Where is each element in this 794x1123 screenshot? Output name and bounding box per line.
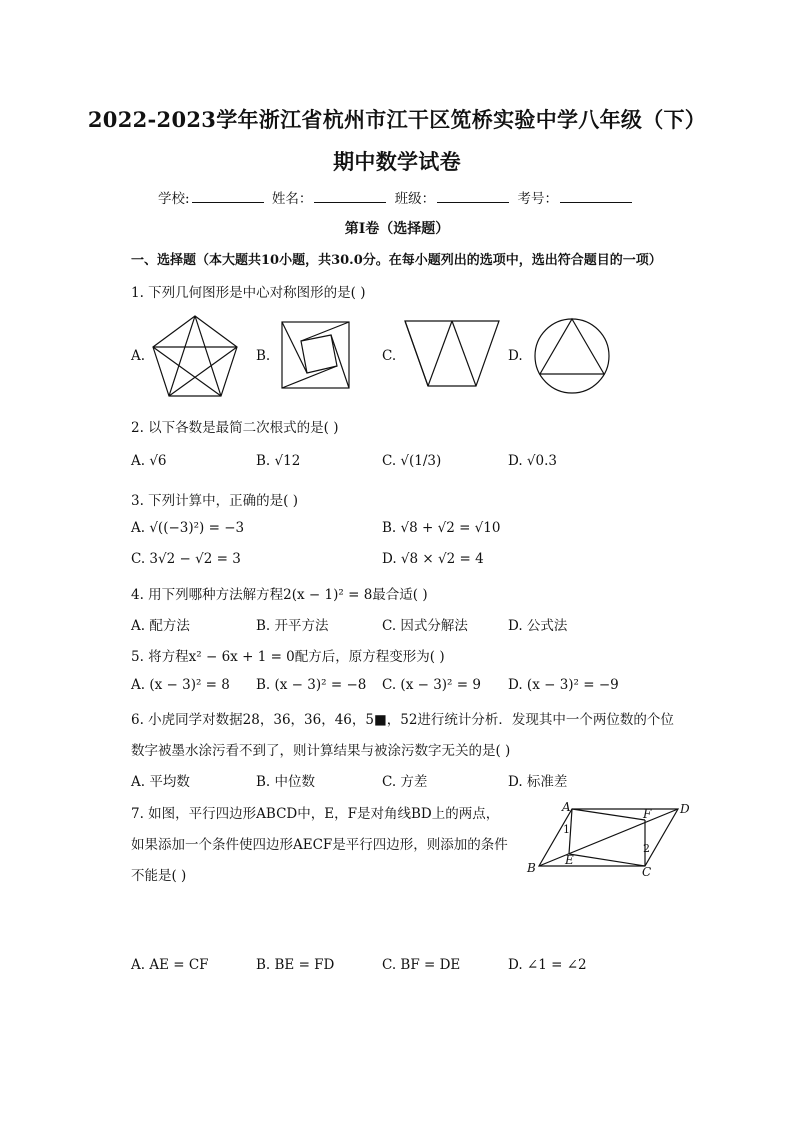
exam-title-line1: 2022-2023学年浙江省杭州市江干区笕桥实验中学八年级（下） [87, 107, 707, 132]
exam-no-blank[interactable] [560, 188, 632, 203]
q1-option-b-label: B. [256, 348, 271, 364]
q6-option-a: A. 平均数 [131, 774, 190, 790]
q2-option-a: A. √6 [131, 453, 167, 469]
q5-option-c: C. (x − 3)² = 9 [382, 677, 481, 693]
q6-option-b: B. 中位数 [256, 774, 316, 790]
question-4-stem: 4. 用下列哪种方法解方程2(x − 1)² = 8最合适( ) [131, 587, 428, 603]
q6-option-d: D. 标准差 [508, 774, 568, 790]
q7-option-d: D. ∠1 = ∠2 [508, 957, 587, 973]
q6-option-c: C. 方差 [382, 774, 428, 790]
point-c-label: C [642, 865, 652, 879]
name-label: 姓名： [271, 191, 313, 207]
student-info-line [0, 187, 794, 207]
point-e-label: E [565, 853, 574, 867]
question-3-stem: 3. 下列计算中，正确的是( ) [131, 493, 298, 509]
q4-option-d: D. 公式法 [508, 618, 568, 634]
q3-option-c: C. 3√2 − √2 = 3 [131, 551, 241, 567]
exam-no-label: 考号： [517, 191, 558, 207]
q1-option-a-label: A. [131, 348, 146, 364]
question-5-stem: 5. 将方程x² − 6x + 1 = 0配方后，原方程变形为( ) [131, 649, 445, 665]
triangle-in-circle-figure [534, 318, 610, 394]
school-blank[interactable] [192, 188, 264, 203]
q4-option-b: B. 开平方法 [256, 618, 329, 634]
name-blank[interactable] [314, 188, 386, 203]
pinwheel-square-figure [281, 321, 351, 389]
exam-title-line2: 期中数学试卷 [333, 149, 461, 174]
pentagram-figure [150, 313, 240, 399]
part-one-heading: 一、选择题（本大题共10小题，共30.0分。在每小题列出的选项中，选出符合题目的一项） [131, 253, 662, 268]
q3-option-b: B. √8 + √2 = √10 [382, 520, 501, 536]
question-7-stem-line1: 7. 如图，平行四边形ABCD中，E，F是对角线BD上的两点， [131, 806, 500, 822]
q4-option-a: A. 配方法 [131, 618, 190, 634]
question-7-stem-line2: 如果添加一个条件使四边形AECF是平行四边形，则添加的条件 [131, 837, 508, 853]
class-blank[interactable] [437, 188, 509, 203]
question-1-stem: 1. 下列几何图形是中心对称图形的是( ) [131, 285, 366, 301]
parallelogram-figure [525, 798, 695, 878]
q5-option-b: B. (x − 3)² = −8 [256, 677, 367, 693]
q5-option-a: A. (x − 3)² = 8 [131, 677, 230, 693]
q2-option-c: C. √(1/3) [382, 453, 442, 469]
class-label: 班级： [394, 191, 436, 207]
q7-option-a: A. AE = CF [131, 957, 209, 973]
question-2-stem: 2. 以下各数是最简二次根式的是( ) [131, 420, 339, 436]
question-7-stem-line3: 不能是( ) [131, 868, 187, 884]
point-f-label: F [643, 807, 652, 821]
question-6-stem-line1: 6. 小虎同学对数据28，36，36，46，5■，52进行统计分析．发现其中一个两位数的个位 [131, 712, 674, 728]
q7-option-c: C. BF = DE [382, 957, 461, 973]
point-d-label: D [680, 802, 690, 816]
q4-option-c: C. 因式分解法 [382, 618, 468, 634]
q3-option-d: D. √8 × √2 = 4 [382, 551, 484, 567]
q7-option-b: B. BE = FD [256, 957, 335, 973]
section-title: 第I卷（选择题） [344, 221, 450, 237]
point-a-label: A [562, 800, 571, 814]
q2-option-d: D. √0.3 [508, 453, 557, 469]
question-6-stem-line2: 数字被墨水涂污看不到了，则计算结果与被涂污数字无关的是( ) [131, 743, 511, 759]
q3-option-a: A. √((−3)²) = −3 [131, 520, 245, 536]
angle-1-label: 1 [563, 823, 570, 836]
school-label: 学校: [158, 191, 190, 207]
q1-option-d-label: D. [508, 348, 523, 364]
q2-option-b: B. √12 [256, 453, 301, 469]
angle-2-label: 2 [643, 842, 650, 855]
q5-option-d: D. (x − 3)² = −9 [508, 677, 619, 693]
q1-option-c-label: C. [382, 348, 397, 364]
trapezoid-triangles-figure [404, 320, 500, 388]
point-b-label: B [527, 861, 536, 875]
